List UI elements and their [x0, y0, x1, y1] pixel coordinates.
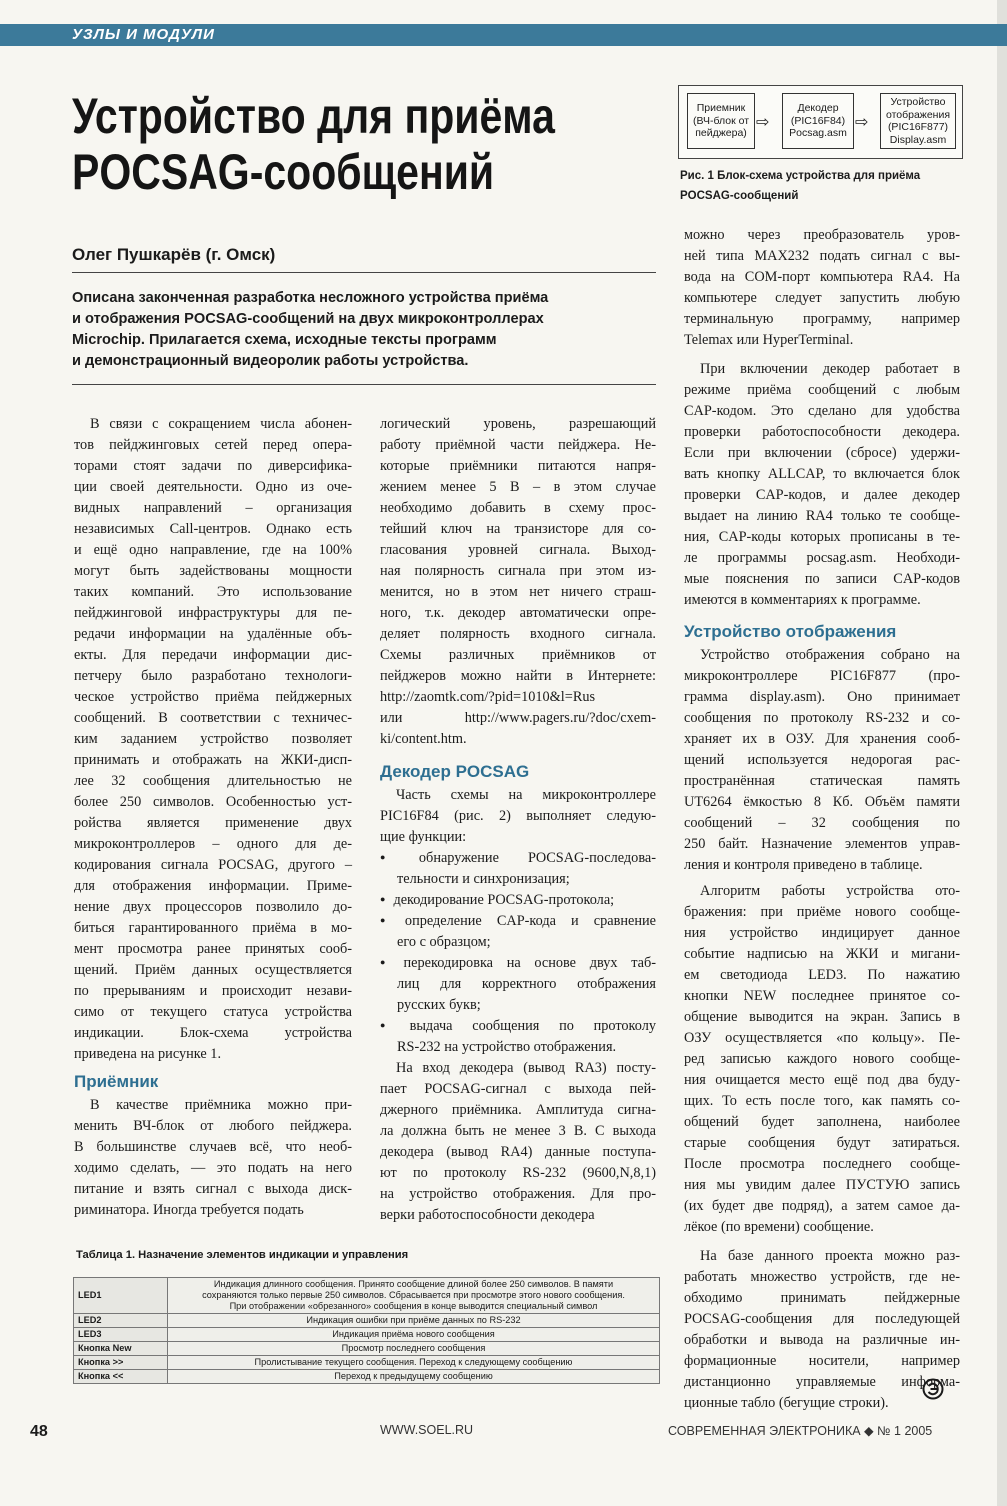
table-key: LED2: [74, 1314, 168, 1328]
column-2: [380, 414, 656, 1226]
col2-decoder-tail: [380, 1058, 656, 1226]
text-line: сообщений. В соответствии с техничес-: [74, 710, 352, 726]
text-line: При включении декодер работает в: [700, 361, 960, 377]
text-line: более 250 символов. Особенностью уст-: [74, 794, 352, 810]
text-line: и ещё одно направление, где на 100%: [74, 542, 352, 558]
text-line: жением менее 5 В – в этом случае: [380, 479, 656, 495]
table-value: [168, 1342, 660, 1356]
text-line: екты. Для передачи информации дис-: [74, 647, 352, 663]
text-line: деляет полярность входного сигнала.: [380, 626, 656, 642]
text-line: На базе данного проекта можно раз-: [700, 1248, 960, 1264]
text-line: ki/content.htm.: [380, 731, 467, 747]
caption-line: Рис. 1 Блок-схема устройства для приёма: [680, 170, 921, 182]
text-line: пейджеров можно найти в Интернете:: [380, 668, 656, 684]
text-line: биться гарантированного приёма в мо-: [74, 920, 352, 936]
table-row: [74, 1278, 660, 1314]
table-value: [168, 1370, 660, 1384]
text-line: приведена на рисунке 1.: [74, 1046, 222, 1062]
end-of-article-icon: [922, 1378, 944, 1400]
text-line: ройства является применение двух: [74, 815, 352, 831]
arrow-icon: ⇨: [855, 112, 869, 131]
table-caption: Таблица 1. Назначение элементов индикации и управления: [76, 1249, 409, 1261]
text-line: Часть схемы на микроконтроллере: [396, 787, 656, 803]
author: Олег Пушкарёв (г. Омск): [72, 245, 276, 264]
page-edge: [997, 0, 1007, 1506]
table-value: [168, 1278, 660, 1314]
text-line: работать множество устройств, где не-: [684, 1269, 960, 1285]
text-line: сообщения по протоколу RS-232 и со-: [684, 710, 960, 726]
text-line: ния устройство индицирует данное: [684, 925, 960, 941]
table-key: Кнопка >>: [74, 1356, 168, 1370]
text-line: кнопки NEW последнее принятое со-: [684, 988, 960, 1004]
text-line: ления и контроля приведено в таблице.: [684, 857, 923, 873]
bullet-item: ● выдача сообщения по протоколу: [380, 1016, 656, 1037]
text-line: В большинстве случаев всё, что необ-: [74, 1139, 352, 1155]
text-line: ней типа MAX232 подать сигнал с вы-: [684, 248, 960, 264]
text-line: работу приёмной части пейджера. Не-: [380, 437, 656, 453]
table-value-line: Просмотр последнего сообщения: [341, 1343, 486, 1353]
text-line: на устройство отображения. Для про-: [380, 1186, 656, 1202]
text-line: пейджинговой инфраструктуры для пе-: [74, 605, 352, 621]
text-line: кодирования сигнала POCSAG, другого –: [74, 857, 352, 873]
text-line: микроконтроллеров – одного для де-: [74, 836, 352, 852]
text-line: ют по протоколу RS-232 (9600,N,8,1): [380, 1165, 656, 1181]
bullet-item-continuation: его с образцом;: [397, 934, 491, 950]
text-line: вода на COM-порт компьютера RA4. На: [684, 269, 960, 285]
bullet-item: ● перекодировка на основе двух таб-: [380, 953, 656, 974]
text-line: необходимо добавить в схему прос-: [380, 500, 656, 516]
footer-url: WWW.SOEL.RU: [380, 1423, 474, 1437]
text-line: 250 байт. Назначение элементов управ-: [684, 836, 960, 852]
table-row: [74, 1370, 660, 1384]
table-value: [168, 1314, 660, 1328]
col2-decoder-intro: [380, 785, 656, 848]
text-line: Алгоритм работы устройства ото-: [700, 883, 960, 899]
text-line: проверки работоспособности декодера.: [684, 424, 960, 440]
text-line: дистанционно управляемые информа-: [684, 1374, 960, 1390]
block-diagram: [678, 85, 963, 159]
bullet-item: ● декодирование POCSAG-протокола;: [380, 890, 656, 911]
table-row: [74, 1356, 660, 1370]
text-line: (их будет две подряд), а затем самое да-: [684, 1198, 960, 1214]
text-line: менить ВЧ-блок от любого пейджера.: [74, 1118, 352, 1134]
diagram-box-receiver: Приемник (ВЧ-блок от пейджера): [687, 93, 755, 149]
table-row: [74, 1342, 660, 1356]
col3-display3: [684, 1246, 960, 1414]
table-row: [74, 1328, 660, 1342]
diagram-box-display: Устройство отображения (PIC16F877) Display.asm: [880, 93, 956, 149]
footer-magazine: СОВРЕМЕННАЯ ЭЛЕКТРОНИКА ◆ № 1 2005: [668, 1424, 933, 1438]
title-line-2: POCSAG-сообщений: [72, 144, 495, 200]
abstract-line: и отображения POCSAG-сообщений на двух микроконтроллерах: [72, 311, 544, 327]
abstract-line: Описана законченная разработка несложного устройства приёма: [72, 290, 549, 306]
text-line: ОЗУ осуществляется «по кольцу». Пе-: [684, 1030, 960, 1046]
text-line: нение двух процессоров позволило до-: [74, 899, 352, 915]
table-key: Кнопка <<: [74, 1370, 168, 1384]
col2-bullets: [380, 848, 656, 1058]
table-key: LED3: [74, 1328, 168, 1342]
col3-continuation: [684, 225, 960, 351]
text-line: ред записью каждого нового сообще-: [684, 1051, 960, 1067]
text-line: На вход декодера (вывод RA3) посту-: [396, 1060, 656, 1076]
text-line: PIC16F84 (рис. 2) выполняет следую-: [380, 808, 656, 824]
text-line: щие функции:: [380, 829, 467, 845]
text-line: редачи информации на удалённые объ-: [74, 626, 352, 642]
table-value-line: При отображении «обрезанного» сообщения в конце выводится специальный символ: [229, 1301, 598, 1311]
text-line: общение выводится на экран. Запись в: [684, 1009, 960, 1025]
text-line: Если при включении (сбросе) удержи-: [684, 445, 960, 461]
text-line: После просмотра последнего сообще-: [684, 1156, 960, 1172]
table-row: [74, 1314, 660, 1328]
text-line: пает POCSAG-сигнал с выхода пей-: [380, 1081, 656, 1097]
text-line: проверки CAP-кодов, и далее декодер: [684, 487, 960, 503]
text-line: ционные табло (бегущие строки).: [684, 1395, 889, 1411]
table-value: [168, 1328, 660, 1342]
column-3: [684, 225, 960, 1414]
text-line: лее 32 сообщения длительностью не: [74, 773, 352, 789]
text-line: щений используется недорогая рас-: [684, 752, 960, 768]
text-line: UT6264 ёмкостью 8 Кб. Объём памяти: [684, 794, 960, 810]
text-line: событие надписью на ЖКИ и мигани-: [684, 946, 960, 962]
text-line: щих. То есть после того, как память со-: [684, 1093, 960, 1109]
table-value-line: Индикация ошибки при приёме данных по RS-232: [306, 1315, 521, 1325]
table-value-line: сохраняются только первые 250 символов. Сбрасывается при просмотре этого нового сообщения.: [202, 1290, 625, 1300]
text-line: CAP-кодом. Это сделано для удобства: [684, 403, 960, 419]
text-line: ем светодиода LED3. По нажатию: [684, 967, 960, 983]
text-line: мые пояснения по записи CAP-кодов: [684, 571, 960, 587]
text-line: микроконтроллере PIC16F877 (про-: [684, 668, 960, 684]
text-line: сообщений – 32 сообщения по: [684, 815, 960, 831]
divider: [72, 272, 656, 273]
section-header-bar: [0, 24, 1007, 46]
abstract-line: и демонстрационный видеоролик работы устройства.: [72, 353, 469, 369]
text-line: пространённая статическая память: [684, 773, 960, 789]
caption-line: POCSAG-сообщений: [680, 190, 799, 202]
text-line: В связи с сокращением числа абонен-: [90, 416, 352, 432]
text-line: менится, но в этом нет ничего страш-: [380, 584, 656, 600]
bullet-item-continuation: лиц для корректного отображения: [397, 976, 656, 992]
abstract-line: Microchip. Прилагается схема, исходные тексты программ: [72, 332, 497, 348]
diagram-box-decoder: Декодер (PIC16F84) Pocsag.asm: [782, 93, 854, 149]
text-line: обходимо принимать пейджерные: [684, 1290, 960, 1306]
heading-decoder: Декодер POCSAG: [380, 762, 530, 781]
column-1: [74, 414, 352, 1221]
text-line: Telemax или HyperTerminal.: [684, 332, 854, 348]
text-line: декодера (вывод RA4) данные поступа-: [380, 1144, 656, 1160]
col3-display2: [684, 881, 960, 1238]
text-line: риминатора. Иногда требуется подать: [74, 1202, 304, 1218]
text-line: независимых Call-центров. Однако есть: [74, 521, 352, 537]
text-line: верки работоспособности декодера: [380, 1207, 595, 1223]
text-line: ния очищается место ещё под два буду-: [684, 1072, 960, 1088]
text-line: POCSAG-сообщения для последующей: [684, 1311, 960, 1327]
text-line: по прерываниям и происходит незави-: [74, 983, 352, 999]
text-line: обработки и вывода на различные ин-: [684, 1332, 960, 1348]
text-line: джерного приёмника. Амплитуда сигна-: [380, 1102, 656, 1118]
text-line: могут быть задействованы мощности: [74, 563, 352, 579]
abstract: [72, 288, 662, 372]
text-line: храняет их в ОЗУ. Для хранения сооб-: [684, 731, 960, 747]
text-line: ния, CAP-коды которых прописаны в те-: [684, 529, 960, 545]
table-key: Кнопка New: [74, 1342, 168, 1356]
text-line: старые сообщения будут затираться.: [684, 1135, 960, 1151]
text-line: ческое устройство приёма пейджерных: [74, 689, 352, 705]
text-line: щений. Приём данных осуществляется: [74, 962, 352, 978]
text-line: петчеру было разработано технологи-: [74, 668, 352, 684]
text-line: лёкое (по времени) сообщение.: [684, 1219, 874, 1235]
text-line: грамма display.asm). Оно принимает: [684, 689, 960, 705]
text-line: ла должна быть не менее 3 В. С выхода: [380, 1123, 656, 1139]
title-line-1: Устройство для приёма: [72, 88, 555, 144]
heading-display: Устройство отображения: [684, 622, 897, 641]
text-line: логический уровень, разрешающий: [380, 416, 656, 432]
text-line: формационные носители, например: [684, 1353, 960, 1369]
text-line: ния мы увидим далее ПУСТУЮ запись: [684, 1177, 960, 1193]
figure-caption: [680, 166, 970, 206]
text-line: торами стоят задачи по диверсифика-: [74, 458, 352, 474]
text-line: Схемы различных приёмников от: [380, 647, 656, 663]
table-value: [168, 1356, 660, 1370]
col1-receiver: [74, 1095, 352, 1221]
text-line: ходимо сделать, — это подать на него: [74, 1160, 352, 1176]
divider: [72, 384, 656, 385]
text-line: бражения: при приёме нового сообще-: [684, 904, 960, 920]
controls-table: [73, 1277, 660, 1384]
text-line: имеются в комментариях к программе.: [684, 592, 921, 608]
bullet-item: ● определение CAP-кода и сравнение: [380, 911, 656, 932]
col3-para2: [684, 359, 960, 611]
text-line: можно через преобразователь уров-: [684, 227, 960, 243]
page-number: 48: [30, 1423, 48, 1440]
text-line: ного, т.к. декодер автоматически опре-: [380, 605, 656, 621]
article-title: [72, 88, 564, 200]
text-line: питание и взять сигнал с выхода диск-: [74, 1181, 352, 1197]
table-key: LED1: [74, 1278, 168, 1314]
text-line: гласования уровней сигнала. Выход-: [380, 542, 656, 558]
col2-continuation: [380, 414, 656, 750]
text-line: терминальную программу, например: [684, 311, 960, 327]
col1-intro: [74, 414, 352, 1065]
text-line: режиме приёма сообщений с любым: [684, 382, 960, 398]
text-line: принимать и отображать на ЖКИ-дисп-: [74, 752, 352, 768]
text-line: индикации. Блок-схема устройства: [74, 1025, 352, 1041]
text-line: ная полярность сигнала при этом из-: [380, 563, 656, 579]
bullet-item-continuation: тельности и синхронизация;: [397, 871, 570, 887]
bullet-item-continuation: RS-232 на устройство отображения.: [397, 1039, 617, 1055]
text-line: видных направлений – организация: [74, 500, 352, 516]
text-line: ким заданием устройство позволяет: [74, 731, 352, 747]
text-line: вать кнопку ALLCAP, то включается блок: [684, 466, 960, 482]
text-line: которые приёмники питаются напря-: [380, 458, 656, 474]
text-line: http://zaomtk.com/?pid=1010&l=Rus: [380, 689, 596, 705]
text-line: ле программы pocsag.asm. Необходи-: [684, 550, 960, 566]
text-line: тов пейджинговых сетей перед опера-: [74, 437, 352, 453]
text-line: общений будет заполнена, наиболее: [684, 1114, 960, 1130]
bullet-item-continuation: русских букв;: [397, 997, 481, 1013]
text-line: или http://www.pagers.ru/?doc/cxem-: [380, 710, 656, 726]
arrow-icon: ⇨: [756, 112, 770, 131]
text-line: компьютере следует запустить любую: [684, 290, 960, 306]
heading-receiver: Приёмник: [74, 1072, 159, 1091]
text-line: Устройство отображения собрано на: [700, 647, 960, 663]
text-line: мент просмотра ранее принятых сооб-: [74, 941, 352, 957]
text-line: для отображения информации. Приме-: [74, 878, 352, 894]
text-line: ции своей деятельности. Одно из оче-: [74, 479, 352, 495]
table-value-line: Индикация длинного сообщения. Принято сообщение длиной более 250 символов. В памяти: [213, 1279, 614, 1289]
text-line: В качестве приёмника можно при-: [90, 1097, 352, 1113]
text-line: выдает на линию RA4 только те сообще-: [684, 508, 960, 524]
text-line: симо от текущего статуса устройства: [74, 1004, 352, 1020]
text-line: тейший ключ на транзисторе для со-: [380, 521, 656, 537]
bullet-item: ● обнаружение POCSAG-последова-: [380, 848, 656, 869]
table-value-line: Индикация приёма нового сообщения: [332, 1329, 495, 1339]
table-value-line: Пролистывание текущего сообщения. Переход к следующему сообщению: [254, 1357, 573, 1367]
col3-display1: [684, 645, 960, 876]
table-value-line: Переход к предыдущему сообщению: [334, 1371, 493, 1381]
section-tag: УЗЛЫ И МОДУЛИ: [72, 26, 215, 43]
text-line: таких компаний. Это использование: [74, 584, 352, 600]
